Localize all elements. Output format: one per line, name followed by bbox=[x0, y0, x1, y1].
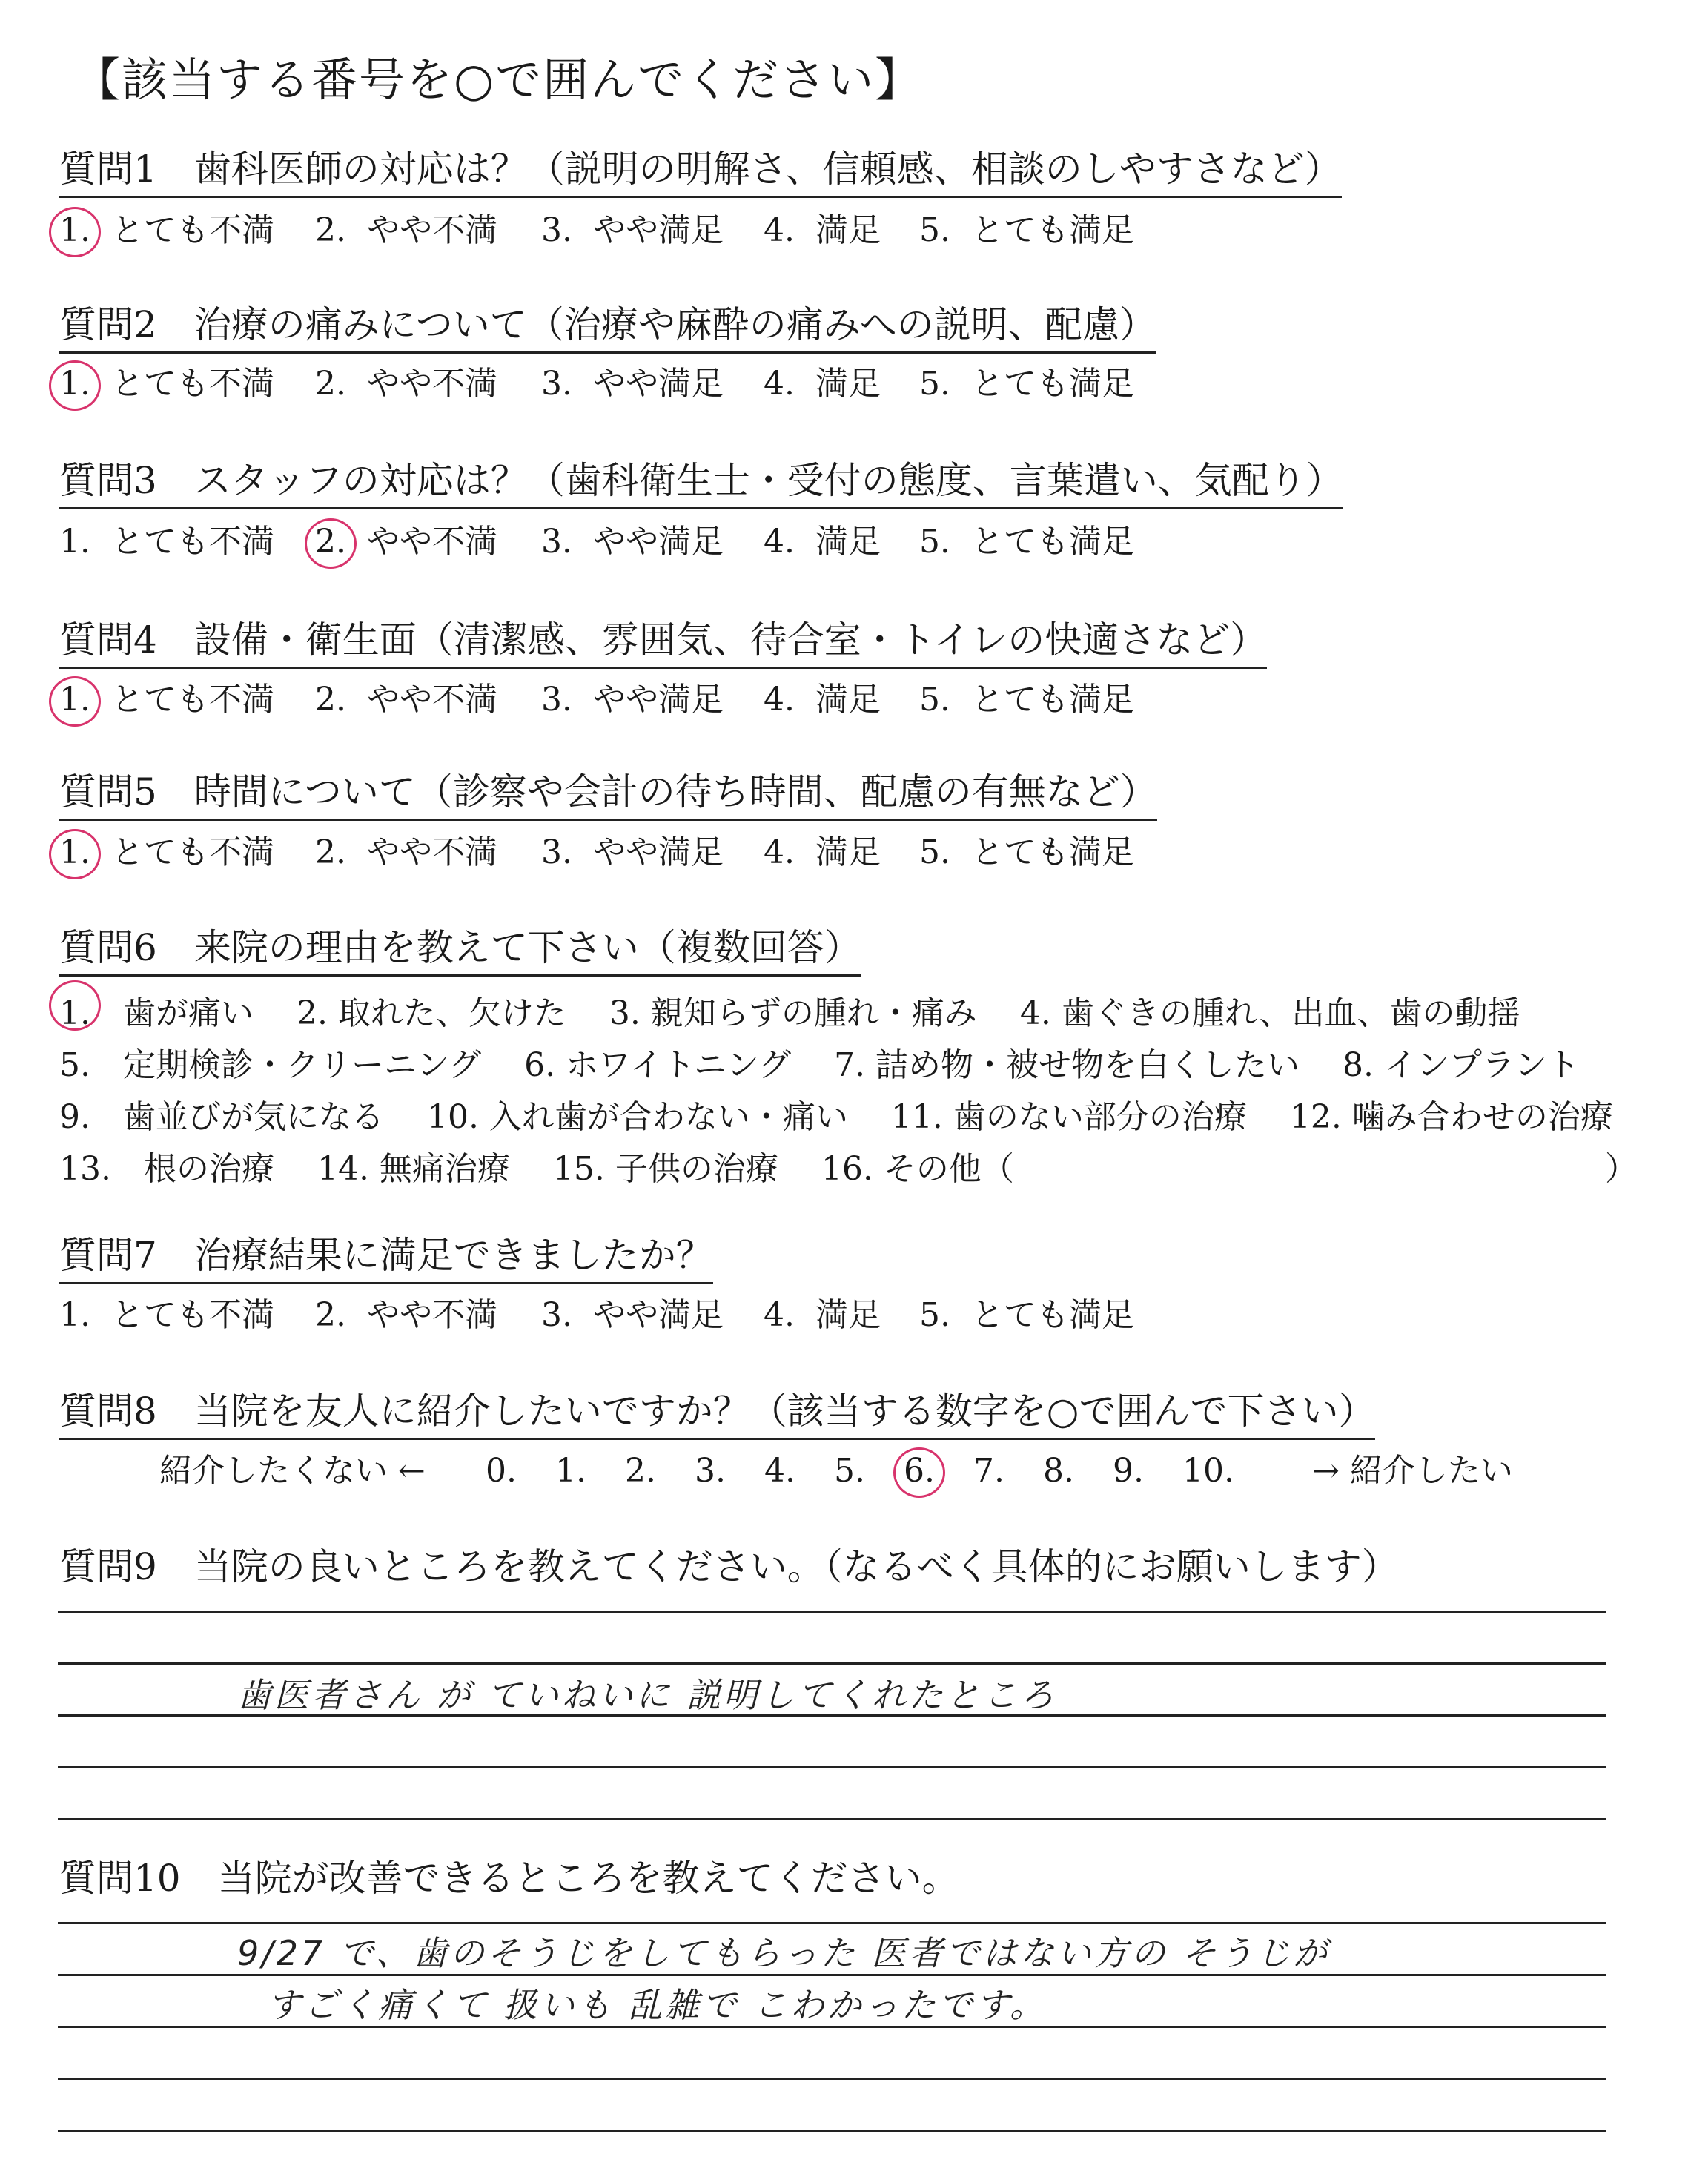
option-label[interactable]: やや満足 bbox=[593, 833, 724, 871]
question-7-heading bbox=[59, 1235, 713, 1284]
option-number[interactable]: 1. bbox=[59, 1296, 90, 1334]
option-label[interactable]: やや満足 bbox=[593, 1296, 724, 1334]
scale-value[interactable]: 10. bbox=[1182, 1452, 1234, 1490]
question-8-heading bbox=[59, 1390, 1375, 1440]
question-number: 質問6 bbox=[59, 926, 157, 969]
question-6-heading bbox=[59, 927, 861, 977]
option-label[interactable]: とても満足 bbox=[971, 365, 1134, 403]
option-label[interactable]: 満足 bbox=[815, 681, 881, 719]
option-number[interactable]: 5. bbox=[919, 1296, 950, 1334]
reason-row-4: 13. 根の治療 14. 無痛治療 15. 子供の治療 16. その他（ bbox=[59, 1150, 1014, 1188]
question-number: 質問5 bbox=[59, 770, 157, 813]
option-label[interactable]: やや不満 bbox=[367, 1296, 497, 1334]
option-label[interactable]: とても不満 bbox=[111, 365, 274, 403]
option-number[interactable]: 2. bbox=[315, 833, 346, 871]
option-number[interactable]: 1. bbox=[59, 523, 90, 561]
question-text: 当院を友人に紹介したいですか？（該当する数字を○で囲んで下さい） bbox=[193, 1390, 1376, 1433]
option-number[interactable]: 4. bbox=[764, 681, 795, 719]
option-label[interactable]: やや満足 bbox=[593, 211, 724, 249]
reason-row-1: 1. 歯が痛い 2. 取れた、欠けた 3. 親知らずの腫れ・痛み 4. 歯ぐきの腫れ、出血、歯の動揺 bbox=[59, 994, 1520, 1032]
option-number[interactable]: 3. bbox=[541, 833, 572, 871]
option-number[interactable]: 3. bbox=[541, 681, 572, 719]
option-label[interactable]: やや満足 bbox=[593, 523, 724, 561]
answer-line bbox=[58, 1818, 1606, 1820]
recommend-right-label: → 紹介したい bbox=[1312, 1452, 1513, 1490]
handwritten-answer-q10-line-1: 9/27 で、歯のそうじをしてもらった 医者ではない方の そうじが bbox=[237, 1933, 1331, 1973]
option-label[interactable]: やや満足 bbox=[593, 365, 724, 403]
question-10-heading bbox=[59, 1857, 959, 1905]
question-text: 当院の良いところを教えてください。（なるべく具体的にお願いします） bbox=[193, 1545, 1399, 1588]
option-label[interactable]: 満足 bbox=[815, 1296, 881, 1334]
option-label[interactable]: とても不満 bbox=[111, 681, 274, 719]
scale-value[interactable]: 9. bbox=[1113, 1452, 1144, 1490]
option-label[interactable]: とても不満 bbox=[111, 833, 274, 871]
option-number[interactable]: 5. bbox=[919, 211, 950, 249]
question-text: 設備・衛生面（清潔感、雰囲気、待合室・トイレの快適さなど） bbox=[193, 618, 1268, 661]
option-label[interactable]: とても満足 bbox=[971, 523, 1134, 561]
option-number[interactable]: 5. bbox=[919, 681, 950, 719]
option-number[interactable]: 2. bbox=[315, 1296, 346, 1334]
option-number[interactable]: 2. bbox=[315, 523, 346, 561]
reason-row-3: 9. 歯並びが気になる 10. 入れ歯が合わない・痛い 11. 歯のない部分の治療 12. 噛み合わせの治療 bbox=[59, 1098, 1613, 1136]
option-label[interactable]: とても不満 bbox=[111, 523, 274, 561]
option-number[interactable]: 4. bbox=[764, 833, 795, 871]
question-5-heading bbox=[59, 771, 1157, 821]
handwritten-answer-q10-line-2: すごく痛くて 扱いも 乱雑で こわかったです。 bbox=[267, 1985, 1047, 2025]
question-number: 質問1 bbox=[59, 148, 157, 191]
option-number[interactable]: 2. bbox=[315, 365, 346, 403]
option-number[interactable]: 1. bbox=[59, 681, 90, 719]
scale-value[interactable]: 2. bbox=[625, 1452, 656, 1490]
option-label[interactable]: とても満足 bbox=[971, 211, 1134, 249]
answer-line bbox=[58, 2078, 1606, 2080]
scale-value[interactable]: 1. bbox=[555, 1452, 586, 1490]
question-text: 来院の理由を教えて下さい（複数回答） bbox=[193, 926, 861, 969]
option-number[interactable]: 4. bbox=[764, 365, 795, 403]
question-number: 質問9 bbox=[59, 1545, 157, 1588]
option-number[interactable]: 4. bbox=[764, 523, 795, 561]
question-number: 質問2 bbox=[59, 303, 157, 346]
option-label[interactable]: とても満足 bbox=[971, 833, 1134, 871]
option-number[interactable]: 5. bbox=[919, 833, 950, 871]
answer-line bbox=[58, 1611, 1606, 1613]
question-1-heading bbox=[59, 148, 1342, 198]
option-label[interactable]: やや不満 bbox=[367, 833, 497, 871]
option-number[interactable]: 2. bbox=[315, 211, 346, 249]
option-label[interactable]: とても不満 bbox=[111, 211, 274, 249]
question-text: 治療結果に満足できましたか？ bbox=[193, 1234, 713, 1277]
question-2-heading bbox=[59, 304, 1156, 354]
answer-line bbox=[58, 1922, 1606, 1924]
answer-line bbox=[58, 2130, 1606, 2132]
option-label[interactable]: やや満足 bbox=[593, 681, 724, 719]
question-text: 当院が改善できるところを教えてください。 bbox=[217, 1857, 959, 1900]
option-label[interactable]: 満足 bbox=[815, 523, 881, 561]
question-number: 質問4 bbox=[59, 618, 157, 661]
question-text: 歯科医師の対応は？（説明の明解さ、信頼感、相談のしやすさなど） bbox=[193, 148, 1342, 191]
answer-line bbox=[58, 1766, 1606, 1768]
question-number: 質問3 bbox=[59, 459, 157, 502]
scale-value[interactable]: 6. bbox=[904, 1452, 935, 1490]
option-number[interactable]: 1. bbox=[59, 211, 90, 249]
question-4-heading bbox=[59, 619, 1267, 669]
option-number[interactable]: 3. bbox=[541, 1296, 572, 1334]
question-text: 時間について（診察や会計の待ち時間、配慮の有無など） bbox=[193, 770, 1157, 813]
page-title: 【該当する番号を○で囲んでください】 bbox=[74, 53, 923, 107]
scale-value[interactable]: 0. bbox=[486, 1452, 517, 1490]
question-9-heading bbox=[59, 1546, 1399, 1593]
reason-other-close: ） bbox=[1605, 1150, 1638, 1188]
question-number: 質問10 bbox=[59, 1857, 181, 1900]
option-label[interactable]: やや不満 bbox=[367, 211, 497, 249]
option-label[interactable]: とても不満 bbox=[111, 1296, 274, 1334]
scale-value[interactable]: 5. bbox=[834, 1452, 865, 1490]
question-number: 質問7 bbox=[59, 1234, 157, 1277]
option-number[interactable]: 4. bbox=[764, 1296, 795, 1334]
option-number[interactable]: 3. bbox=[541, 365, 572, 403]
handwritten-answer-q9: 歯医者さん が ていねいに 説明してくれたところ bbox=[237, 1675, 1057, 1715]
option-label[interactable]: やや不満 bbox=[367, 523, 497, 561]
option-number[interactable]: 5. bbox=[919, 523, 950, 561]
option-label[interactable]: とても満足 bbox=[971, 681, 1134, 719]
option-label[interactable]: 満足 bbox=[815, 365, 881, 403]
option-number[interactable]: 1. bbox=[59, 365, 90, 403]
scale-value[interactable]: 8. bbox=[1043, 1452, 1074, 1490]
scale-value[interactable]: 3. bbox=[695, 1452, 726, 1490]
option-label[interactable]: とても満足 bbox=[971, 1296, 1134, 1334]
option-number[interactable]: 3. bbox=[541, 211, 572, 249]
scale-value[interactable]: 4. bbox=[764, 1452, 795, 1490]
question-number: 質問8 bbox=[59, 1390, 157, 1433]
question-text: スタッフの対応は？（歯科衛生士・受付の態度、言葉遣い、気配り） bbox=[193, 459, 1343, 502]
option-label[interactable]: 満足 bbox=[815, 833, 881, 871]
scale-value[interactable]: 7. bbox=[973, 1452, 1004, 1490]
recommend-left-label: 紹介したくない ← bbox=[159, 1452, 426, 1490]
option-number[interactable]: 3. bbox=[541, 523, 572, 561]
option-number[interactable]: 2. bbox=[315, 681, 346, 719]
option-number[interactable]: 1. bbox=[59, 833, 90, 871]
option-number[interactable]: 5. bbox=[919, 365, 950, 403]
reason-row-2: 5. 定期検診・クリーニング 6. ホワイトニング 7. 詰め物・被せ物を白くしたい 8. インプラント bbox=[59, 1046, 1580, 1084]
option-label[interactable]: 満足 bbox=[815, 211, 881, 249]
option-label[interactable]: やや不満 bbox=[367, 365, 497, 403]
answer-line bbox=[58, 1662, 1606, 1665]
question-text: 治療の痛みについて（治療や麻酔の痛みへの説明、配慮） bbox=[193, 303, 1156, 346]
option-label[interactable]: やや不満 bbox=[367, 681, 497, 719]
question-3-heading bbox=[59, 460, 1343, 509]
option-number[interactable]: 4. bbox=[764, 211, 795, 249]
